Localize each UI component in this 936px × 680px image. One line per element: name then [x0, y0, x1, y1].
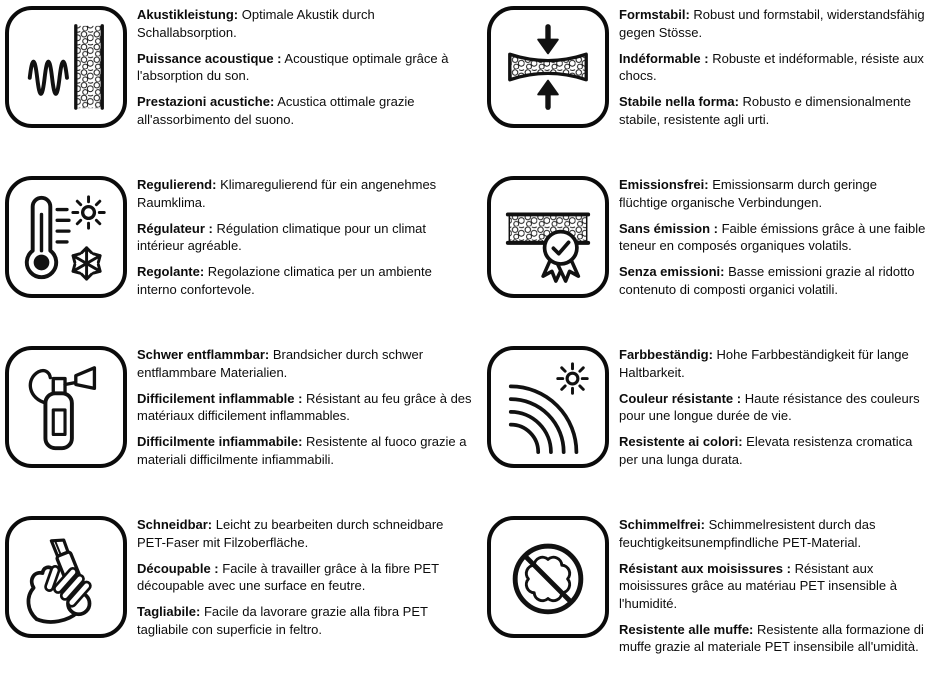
term-description: Resistente alla formazione di muffe grazie al materiale PET insensibile all'umidità. [619, 621, 924, 655]
term-description: Elevata resistenza cromatica per una lunga durata. [619, 434, 913, 467]
icon-tile [487, 346, 609, 468]
paragraph-it [137, 433, 472, 468]
feature-card-mold-resistant [482, 510, 936, 680]
term-label: Indéformable : [619, 50, 709, 66]
term-label: Stabile nella forma: [619, 94, 739, 110]
term-description: Regolazione climatica per un ambiente interno confortevole. [137, 264, 432, 297]
term-description: Optimale Akustik durch Schallabsorption. [137, 7, 375, 40]
icon-tile [5, 346, 127, 468]
term-description: Résistant aux moisissures grâce au matériau PET insensible à l'humidité. [619, 560, 897, 611]
feature-card-color-fastness [482, 340, 936, 510]
feature-texts [619, 346, 936, 477]
term-label: Tagliabile: [137, 604, 201, 620]
term-label: Sans émission : [619, 220, 718, 236]
term-description: Résistant au feu grâce à des matériaux difficilement inflammables. [137, 390, 472, 424]
term-description: Hohe Farbbeständigkeit für lange Haltbarkeit. [619, 347, 909, 380]
certified-panel-icon [499, 188, 597, 286]
rainbow-sun-icon [499, 358, 597, 456]
paragraph-fr [137, 220, 472, 255]
feature-card-flame-retardant [0, 340, 482, 510]
term-label: Resistente alle muffe: [619, 621, 754, 637]
term-label: Couleur résistante : [619, 390, 742, 406]
paragraph-fr [619, 50, 926, 85]
term-description: Robusto e dimensionalmente stabile, resistente agli urti. [619, 94, 911, 127]
term-label: Difficilmente infiammabile: [137, 434, 303, 450]
fire-extinguisher-icon [17, 358, 115, 456]
term-description: Robuste et indéformable, résiste aux chocs. [619, 50, 924, 84]
feature-texts [619, 6, 936, 137]
sound-absorption-icon [17, 18, 115, 116]
feature-card-low-emission [482, 170, 936, 340]
feature-texts [137, 176, 482, 307]
feature-card-cuttable [0, 510, 482, 680]
icon-tile [487, 6, 609, 128]
term-label: Akustikleistung: [137, 7, 239, 22]
icon-tile [5, 176, 127, 298]
feature-texts [137, 516, 482, 647]
thermometer-sun-snowflake-icon [17, 188, 115, 286]
paragraph-de [619, 176, 926, 211]
term-label: Puissance acoustique : [137, 50, 282, 66]
term-description: Facile da lavorare grazie alla fibra PET tagliabile con superficie in feltro. [137, 604, 428, 637]
feature-card-climate-regulation [0, 170, 482, 340]
icon-tile [5, 516, 127, 638]
paragraph-fr [619, 560, 926, 613]
paragraph-it [619, 263, 926, 298]
paragraph-it [619, 433, 926, 468]
term-description: Schimmelresistent durch das feuchtigkeitsunempfindliche PET-Material. [619, 517, 876, 550]
paragraph-it [619, 621, 926, 656]
feature-texts [619, 516, 936, 664]
paragraph-fr [619, 390, 926, 425]
term-description: Resistente al fuoco grazie a materiali difficilmente infiammabili. [137, 434, 467, 467]
term-description: Facile à travailler grâce à la fibre PET découpable avec une surface en feutre. [137, 560, 439, 594]
no-mold-icon [499, 528, 597, 626]
term-label: Schneidbar: [137, 517, 213, 532]
paragraph-it [137, 603, 472, 638]
term-label: Résistant aux moisissures : [619, 560, 791, 576]
icon-tile [487, 516, 609, 638]
term-label: Découpable : [137, 560, 219, 576]
paragraph-de [137, 346, 472, 381]
term-label: Resistente ai colori: [619, 434, 743, 450]
term-label: Schimmelfrei: [619, 517, 705, 532]
feature-texts [137, 346, 482, 477]
term-label: Prestazioni acustiche: [137, 94, 275, 110]
paragraph-de [137, 6, 472, 41]
term-description: Brandsicher durch schwer entflammbare Materialien. [137, 347, 424, 380]
term-description: Robust und formstabil, widerstandsfähig gegen Stösse. [619, 7, 925, 40]
term-label: Régulateur : [137, 220, 213, 236]
icon-tile [5, 6, 127, 128]
paragraph-de [137, 516, 472, 551]
term-description: Leicht zu bearbeiten durch schneidbare PET-Faser mit Filzoberfläche. [137, 517, 444, 550]
paragraph-de [619, 516, 926, 551]
term-label: Regulierend: [137, 177, 217, 192]
term-description: Faible émissions grâce à une faible teneur en composés organiques volatils. [619, 220, 926, 254]
paragraph-fr [619, 220, 926, 255]
feature-texts [137, 6, 482, 137]
feature-card-acoustic-performance [0, 0, 482, 170]
term-description: Acustica ottimale grazie all'assorbimento del suono. [137, 94, 415, 127]
icon-tile [487, 176, 609, 298]
term-description: Régulation climatique pour un climat intérieur agréable. [137, 220, 427, 254]
paragraph-it [137, 263, 472, 298]
term-label: Difficilement inflammable : [137, 390, 303, 406]
paragraph-it [137, 93, 472, 128]
term-description: Basse emissioni grazie al ridotto contenuto di composti organici volatili. [619, 264, 915, 297]
paragraph-fr [137, 50, 472, 85]
paragraph-it [619, 93, 926, 128]
term-description: Klimaregulierend für ein angenehmes Raumklima. [137, 177, 437, 210]
paragraph-de [619, 6, 926, 41]
term-label: Farbbeständig: [619, 347, 713, 362]
paragraph-fr [137, 560, 472, 595]
paragraph-fr [137, 390, 472, 425]
term-label: Regolante: [137, 264, 205, 280]
feature-texts [619, 176, 936, 307]
term-description: Haute résistance des couleurs pour une longue durée de vie. [619, 390, 920, 424]
term-label: Formstabil: [619, 7, 690, 22]
term-label: Senza emissioni: [619, 264, 725, 280]
term-description: Emissionsarm durch geringe flüchtige organische Verbindungen. [619, 177, 877, 210]
term-label: Schwer entflammbar: [137, 347, 270, 362]
compression-arrows-icon [499, 18, 597, 116]
term-description: Acoustique optimale grâce à l'absorption du son. [137, 50, 449, 84]
feature-card-shape-stability [482, 0, 936, 170]
paragraph-de [137, 176, 472, 211]
hand-cutter-icon [17, 528, 115, 626]
paragraph-de [619, 346, 926, 381]
term-label: Emissionsfrei: [619, 177, 709, 192]
